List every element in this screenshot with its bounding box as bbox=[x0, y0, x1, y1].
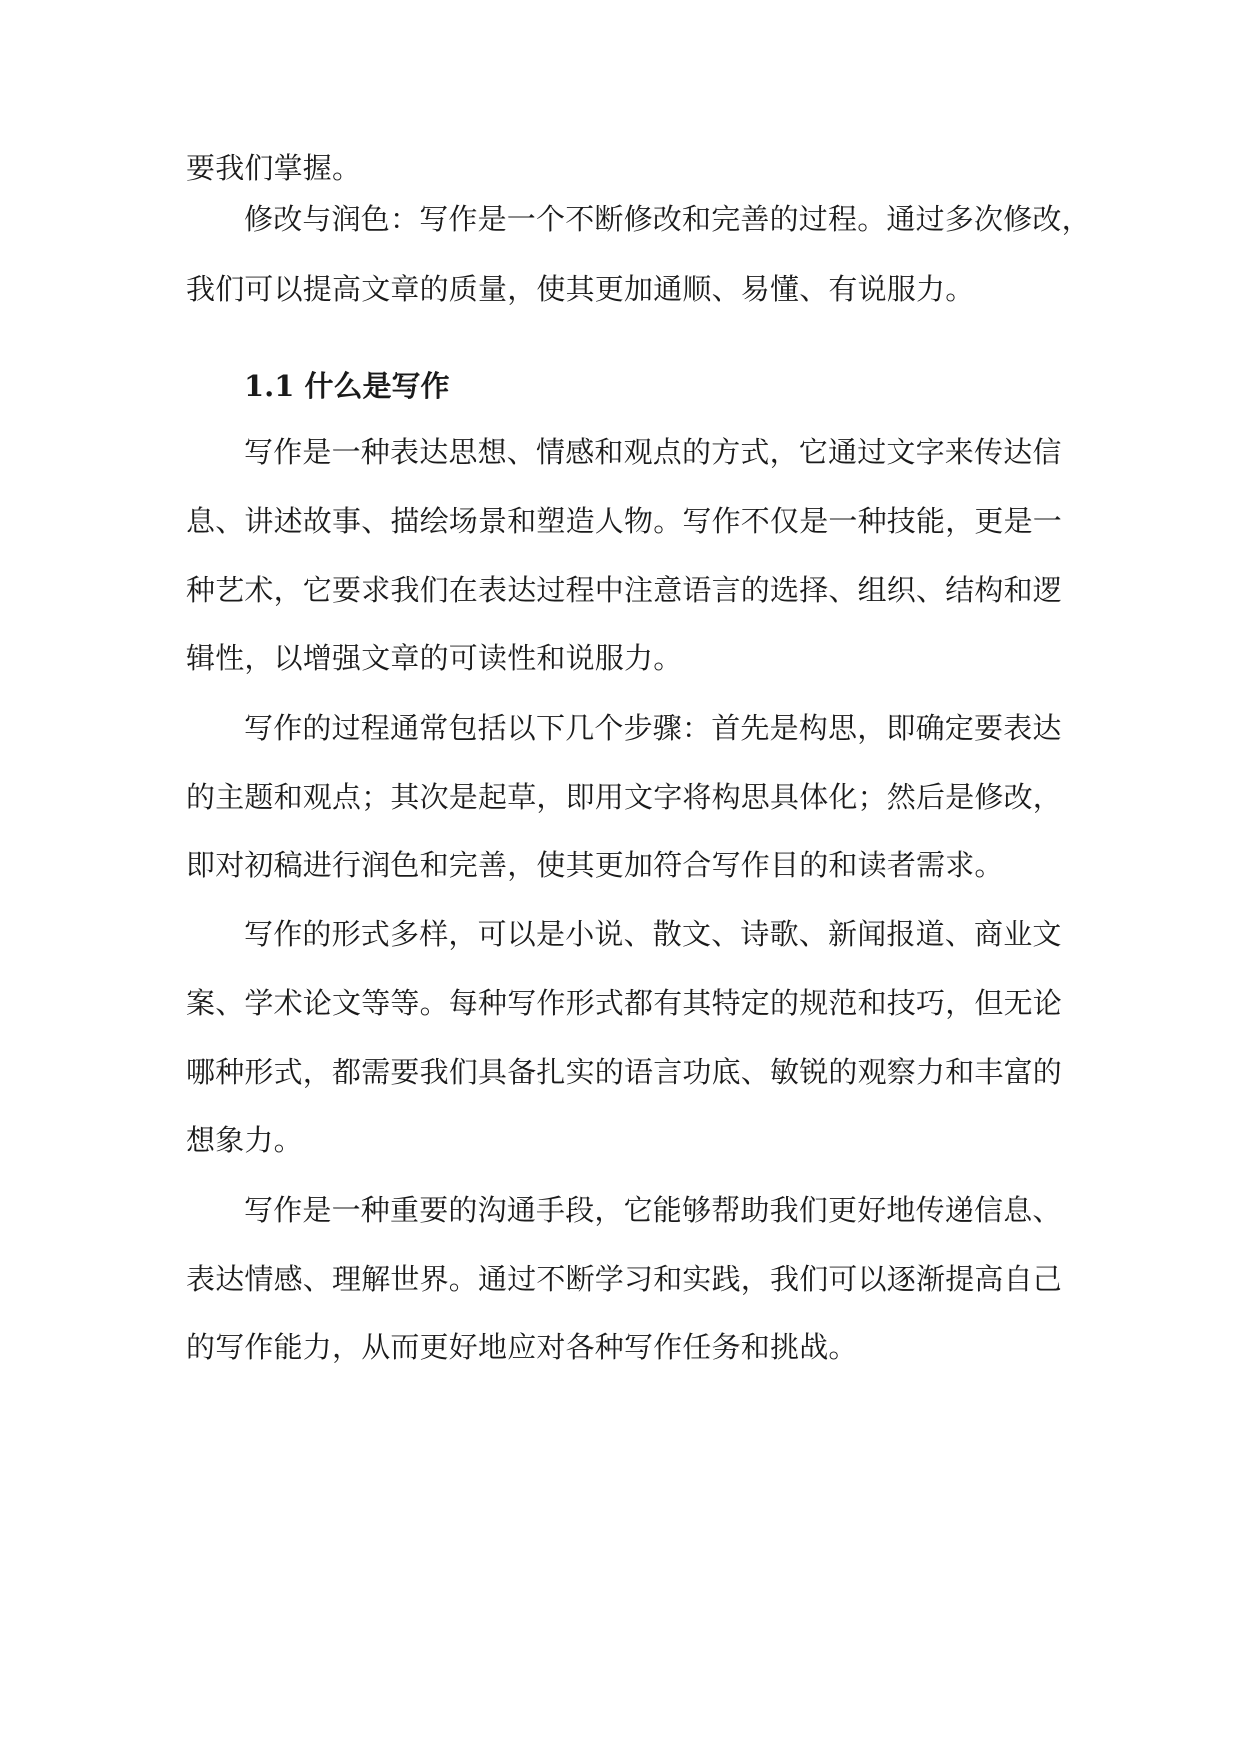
text-line: 写作是一种表达思想、情感和观点的方式，它通过文字来传达信 bbox=[244, 435, 1062, 469]
text-line: 案、学术论文等等。每种写作形式都有其特定的规范和技巧，但无论 bbox=[186, 986, 1063, 1020]
text-line: 辑性，以增强文章的可读性和说服力。 bbox=[186, 641, 683, 675]
text-line: 的写作能力，从而更好地应对各种写作任务和挑战。 bbox=[186, 1330, 858, 1364]
text-line: 表达情感、理解世界。通过不断学习和实践，我们可以逐渐提高自己 bbox=[186, 1262, 1063, 1296]
section-heading: 1.1 什么是写作 bbox=[244, 369, 450, 403]
text-line: 的主题和观点；其次是起草，即用文字将构思具体化；然后是修改， bbox=[186, 780, 1063, 814]
text-line: 即对初稿进行润色和完善，使其更加符合写作目的和读者需求。 bbox=[186, 848, 1004, 882]
text-line: 要我们掌握。 bbox=[186, 151, 362, 185]
text-line: 写作的过程通常包括以下几个步骤：首先是构思，即确定要表达 bbox=[244, 711, 1062, 745]
text-line: 想象力。 bbox=[186, 1123, 303, 1157]
text-line: 种艺术，它要求我们在表达过程中注意语言的选择、组织、结构和逻 bbox=[186, 573, 1063, 607]
text-line: 哪种形式，都需要我们具备扎实的语言功底、敏锐的观察力和丰富的 bbox=[186, 1055, 1063, 1089]
text-line: 修改与润色：写作是一个不断修改和完善的过程。通过多次修改， bbox=[244, 202, 1091, 236]
text-line: 我们可以提高文章的质量，使其更加通顺、易懂、有说服力。 bbox=[186, 272, 975, 306]
text-line: 息、讲述故事、描绘场景和塑造人物。写作不仅是一种技能，更是一 bbox=[186, 504, 1063, 538]
text-line: 写作是一种重要的沟通手段，它能够帮助我们更好地传递信息、 bbox=[244, 1193, 1062, 1227]
text-line: 写作的形式多样，可以是小说、散文、诗歌、新闻报道、商业文 bbox=[244, 917, 1062, 951]
